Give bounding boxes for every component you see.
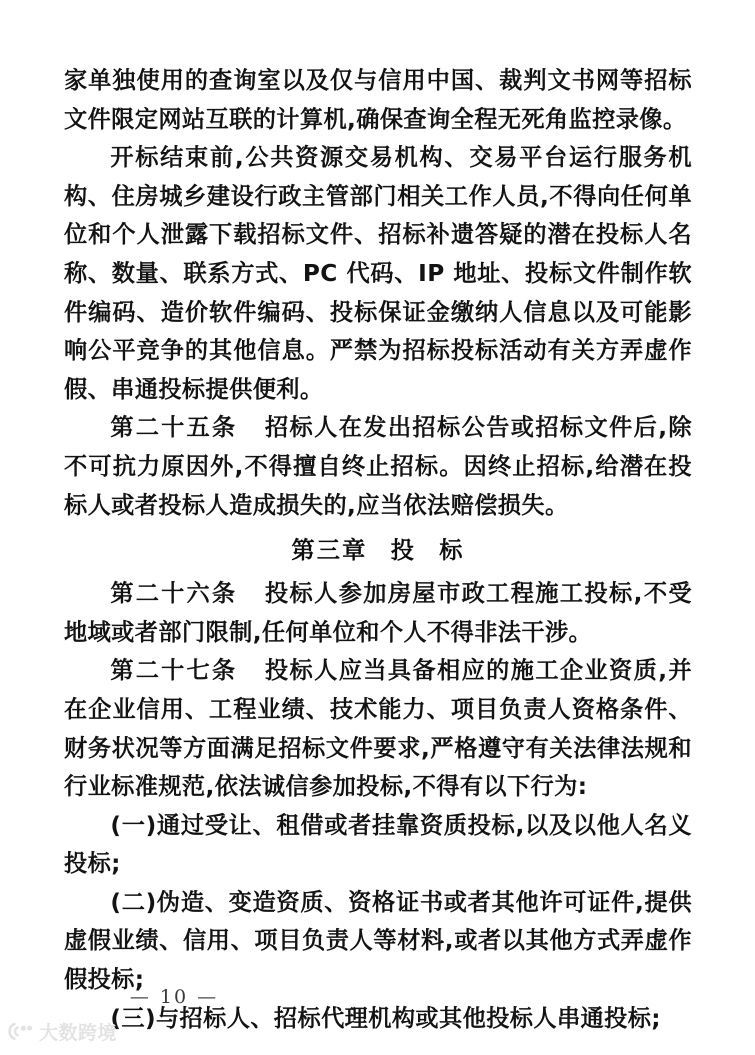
page-number-value: 10 xyxy=(159,986,189,1008)
paragraph-item-1: (一)通过受让、租借或者挂靠资质投标,以及以他人名义投标; xyxy=(64,811,692,878)
paragraph-item-3: (三)与招标人、招标代理机构或其他投标人串通投标; xyxy=(110,1004,661,1032)
chapter-heading-3 xyxy=(64,529,692,573)
article-text-25: 招标人在发出招标公告或招标文件后,除不可抗力原因外,不得擅自终止招标。因终止招标,给潜在投标人或者投标人造成损失的,应当依法赔偿损失。 xyxy=(64,414,693,519)
paragraph-article-27 xyxy=(64,652,692,806)
paragraph-confidentiality: 开标结束前,公共资源交易机构、交易平台运行服务机构、住房城乡建设行政主管部门相关工作人员,不得向任何单位和个人泄露下载招标文件、招标补遗答疑的潜在投标人名称、数量、联系方式、PC 代码、IP 地址、投标文件制作软件编码、造价软件编码、投标保证金缴纳人信息以及可能影响公平竞争的其他信息。严禁为招标投标活动有关方弄虚作假、串通投标提供便利。 xyxy=(64,144,692,403)
paragraph-article-26 xyxy=(64,575,692,652)
article-text-27: 投标人应当具备相应的施工企业资质,并在企业信用、工程业绩、技术能力、项目负责人资格条件、财务状况等方面满足招标文件要求,严格遵守有关法律法规和行业标准规范,依法诚信参加投标,不得有以下行为: xyxy=(64,657,693,801)
paragraph-article-25 xyxy=(64,409,692,525)
watermark-text: 大数跨境 xyxy=(39,1022,118,1044)
watermark-logo-icon xyxy=(8,1022,34,1045)
chapter-heading-prefix: 第三章 xyxy=(291,537,368,565)
article-label-26: 第二十六条 xyxy=(110,580,238,608)
article-text-26: 投标人参加房屋市政工程施工投标,不受地域或者部门限制,任何单位和个人不得非法干涉。 xyxy=(64,580,693,646)
chapter-heading-char-1: 投 xyxy=(390,537,417,565)
article-label-25: 第二十五条 xyxy=(110,414,238,442)
page-number-dash-right: — xyxy=(197,986,219,1008)
page-number xyxy=(64,986,284,1008)
paragraph-continued-monitoring: 家单独使用的查询室以及仅与信用中国、裁判文书网等招标文件限定网站互联的计算机,确保查询全程无死角监控录像。 xyxy=(64,67,692,133)
chapter-heading-char-2: 标 xyxy=(439,537,465,565)
page-number-dash-left: — xyxy=(129,986,151,1008)
article-label-27: 第二十七条 xyxy=(110,657,238,685)
document-body xyxy=(64,62,692,1038)
paragraph-item-2: (二)伪造、变造资质、资格证书或者其他许可证件,提供虚假业绩、信用、项目负责人等材料,或者以其他方式弄虚作假投标; xyxy=(64,888,692,994)
